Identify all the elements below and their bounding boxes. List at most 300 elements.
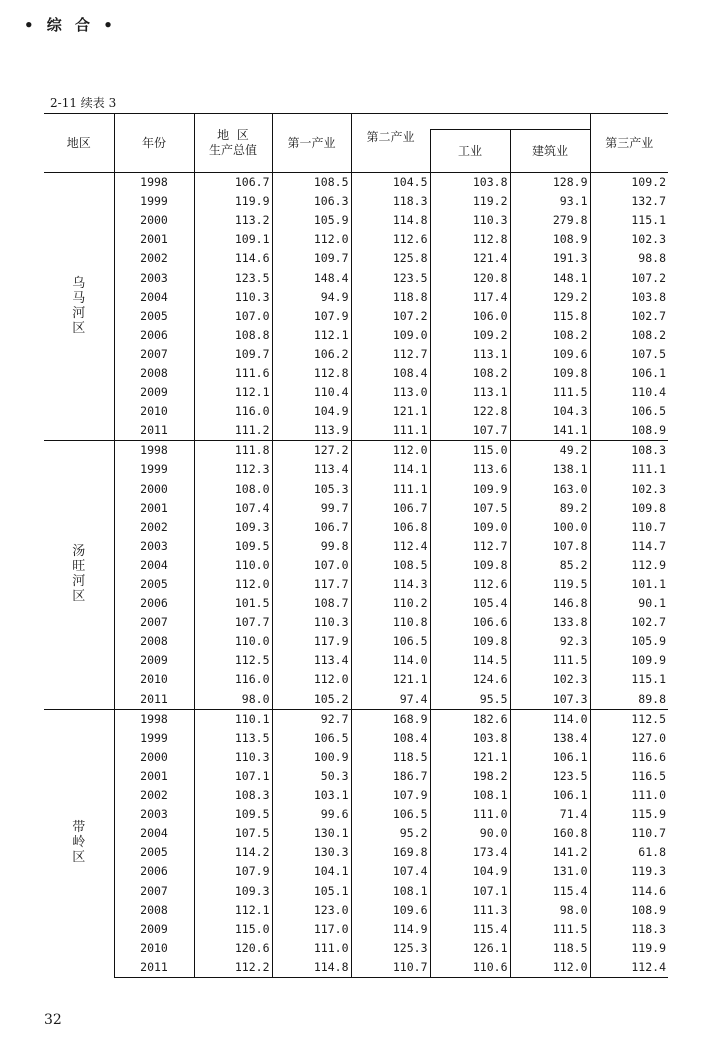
construction-cell: 109.6 (510, 345, 590, 364)
secondary-cell: 106.5 (351, 805, 430, 824)
tertiary-cell: 110.4 (590, 383, 668, 402)
construction-cell: 92.3 (510, 632, 590, 651)
gdp-cell: 107.0 (194, 307, 272, 326)
gdp-cell: 112.3 (194, 460, 272, 479)
year-cell: 2009 (114, 383, 194, 402)
table-row (44, 307, 668, 326)
industry-cell: 121.4 (430, 249, 510, 268)
primary-cell: 106.2 (272, 345, 351, 364)
year-cell: 1999 (114, 460, 194, 479)
gdp-cell: 120.6 (194, 939, 272, 958)
industry-cell: 198.2 (430, 767, 510, 786)
page-number: 32 (44, 1012, 62, 1028)
construction-cell: 123.5 (510, 767, 590, 786)
region-label: 汤旺河区 (72, 543, 86, 604)
construction-cell: 138.4 (510, 729, 590, 748)
secondary-cell: 107.9 (351, 786, 430, 805)
construction-cell: 119.5 (510, 575, 590, 594)
industry-cell: 103.8 (430, 173, 510, 193)
table-row (44, 843, 668, 862)
primary-cell: 105.2 (272, 690, 351, 710)
industry-cell: 105.4 (430, 594, 510, 613)
construction-cell: 115.8 (510, 307, 590, 326)
table-row (44, 901, 668, 920)
tertiary-cell: 108.9 (590, 421, 668, 441)
secondary-cell: 114.1 (351, 460, 430, 479)
table-row (44, 729, 668, 748)
industry-cell: 117.4 (430, 288, 510, 307)
industry-cell: 112.6 (430, 575, 510, 594)
primary-cell: 103.1 (272, 786, 351, 805)
construction-cell: 112.0 (510, 958, 590, 978)
statistics-table (44, 113, 668, 978)
construction-cell: 102.3 (510, 670, 590, 689)
construction-cell: 89.2 (510, 499, 590, 518)
table-row (44, 421, 668, 441)
construction-cell: 138.1 (510, 460, 590, 479)
secondary-cell: 114.9 (351, 920, 430, 939)
construction-cell: 160.8 (510, 824, 590, 843)
table-row (44, 556, 668, 575)
secondary-cell: 108.5 (351, 556, 430, 575)
year-cell: 2009 (114, 920, 194, 939)
secondary-cell: 118.3 (351, 192, 430, 211)
table-row (44, 613, 668, 632)
year-cell: 2001 (114, 499, 194, 518)
gdp-cell: 112.0 (194, 575, 272, 594)
industry-cell: 115.0 (430, 441, 510, 461)
year-cell: 2009 (114, 651, 194, 670)
year-cell: 2006 (114, 862, 194, 881)
year-cell: 2004 (114, 824, 194, 843)
construction-cell: 141.2 (510, 843, 590, 862)
construction-cell: 49.2 (510, 441, 590, 461)
gdp-cell: 116.0 (194, 402, 272, 421)
primary-cell: 130.3 (272, 843, 351, 862)
secondary-cell: 97.4 (351, 690, 430, 710)
secondary-cell: 118.5 (351, 748, 430, 767)
industry-cell: 95.5 (430, 690, 510, 710)
industry-cell: 126.1 (430, 939, 510, 958)
year-cell: 2007 (114, 613, 194, 632)
primary-cell: 130.1 (272, 824, 351, 843)
industry-cell: 120.8 (430, 268, 510, 287)
tertiary-cell: 127.0 (590, 729, 668, 748)
gdp-cell: 106.7 (194, 173, 272, 193)
col-header-tertiary: 第三产业 (590, 114, 668, 173)
secondary-cell: 114.3 (351, 575, 430, 594)
industry-cell: 107.5 (430, 499, 510, 518)
tertiary-cell: 102.7 (590, 307, 668, 326)
industry-cell: 173.4 (430, 843, 510, 862)
tertiary-cell: 115.1 (590, 211, 668, 230)
secondary-cell: 112.4 (351, 537, 430, 556)
tertiary-cell: 98.8 (590, 249, 668, 268)
table-row (44, 383, 668, 402)
table-row (44, 862, 668, 881)
industry-cell: 122.8 (430, 402, 510, 421)
tertiary-cell: 115.9 (590, 805, 668, 824)
tertiary-cell: 114.6 (590, 881, 668, 900)
secondary-cell: 109.6 (351, 901, 430, 920)
col-header-year: 年份 (114, 114, 194, 173)
tertiary-cell: 109.2 (590, 173, 668, 193)
primary-cell: 123.0 (272, 901, 351, 920)
region-label: 乌马河区 (72, 275, 86, 336)
tertiary-cell: 108.2 (590, 326, 668, 345)
secondary-cell: 106.5 (351, 632, 430, 651)
table-row (44, 748, 668, 767)
primary-cell: 104.1 (272, 862, 351, 881)
year-cell: 1999 (114, 729, 194, 748)
primary-cell: 106.3 (272, 192, 351, 211)
tertiary-cell: 106.5 (590, 402, 668, 421)
year-cell: 2006 (114, 326, 194, 345)
table-row (44, 441, 668, 461)
tertiary-cell: 101.1 (590, 575, 668, 594)
table-caption: 2-11 续表 3 (50, 96, 117, 110)
construction-cell: 104.3 (510, 402, 590, 421)
tertiary-cell: 109.8 (590, 499, 668, 518)
construction-cell: 108.9 (510, 230, 590, 249)
gdp-cell: 111.6 (194, 364, 272, 383)
secondary-cell: 113.0 (351, 383, 430, 402)
industry-cell: 111.3 (430, 901, 510, 920)
region-group (44, 709, 668, 977)
table-row (44, 805, 668, 824)
gdp-cell: 110.3 (194, 288, 272, 307)
gdp-cell: 112.2 (194, 958, 272, 978)
secondary-cell: 121.1 (351, 670, 430, 689)
primary-cell: 107.0 (272, 556, 351, 575)
primary-cell: 109.7 (272, 249, 351, 268)
industry-cell: 108.2 (430, 364, 510, 383)
construction-cell: 111.5 (510, 651, 590, 670)
gdp-cell: 113.2 (194, 211, 272, 230)
gdp-cell: 119.9 (194, 192, 272, 211)
construction-cell: 106.1 (510, 748, 590, 767)
table-row (44, 824, 668, 843)
construction-cell: 107.3 (510, 690, 590, 710)
tertiary-cell: 114.7 (590, 537, 668, 556)
year-cell: 2010 (114, 939, 194, 958)
table-row (44, 230, 668, 249)
secondary-cell: 112.7 (351, 345, 430, 364)
col-header-gdp-line1: 地 区 (217, 128, 249, 142)
industry-cell: 112.8 (430, 230, 510, 249)
gdp-cell: 108.8 (194, 326, 272, 345)
secondary-cell: 95.2 (351, 824, 430, 843)
year-cell: 2002 (114, 249, 194, 268)
secondary-cell: 110.8 (351, 613, 430, 632)
primary-cell: 94.9 (272, 288, 351, 307)
tertiary-cell: 103.8 (590, 288, 668, 307)
secondary-cell: 112.6 (351, 230, 430, 249)
primary-cell: 117.7 (272, 575, 351, 594)
industry-cell: 104.9 (430, 862, 510, 881)
industry-cell: 110.3 (430, 211, 510, 230)
year-cell: 2001 (114, 230, 194, 249)
gdp-cell: 109.3 (194, 518, 272, 537)
primary-cell: 105.3 (272, 480, 351, 499)
year-cell: 2011 (114, 958, 194, 978)
industry-cell: 182.6 (430, 709, 510, 729)
running-header: • 综 合 • (24, 16, 117, 34)
region-label: 带岭区 (72, 820, 86, 866)
tertiary-cell: 112.9 (590, 556, 668, 575)
year-cell: 2005 (114, 843, 194, 862)
construction-cell: 141.1 (510, 421, 590, 441)
primary-cell: 100.9 (272, 748, 351, 767)
tertiary-cell: 111.1 (590, 460, 668, 479)
secondary-cell: 118.8 (351, 288, 430, 307)
tertiary-cell: 116.5 (590, 767, 668, 786)
secondary-cell: 114.8 (351, 211, 430, 230)
table-row (44, 518, 668, 537)
industry-cell: 113.1 (430, 345, 510, 364)
secondary-cell: 109.0 (351, 326, 430, 345)
primary-cell: 104.9 (272, 402, 351, 421)
industry-cell: 111.0 (430, 805, 510, 824)
construction-cell: 109.8 (510, 364, 590, 383)
primary-cell: 117.0 (272, 920, 351, 939)
primary-cell: 112.8 (272, 364, 351, 383)
tertiary-cell: 119.9 (590, 939, 668, 958)
gdp-cell: 108.3 (194, 786, 272, 805)
gdp-cell: 107.7 (194, 613, 272, 632)
primary-cell: 127.2 (272, 441, 351, 461)
tertiary-cell: 90.1 (590, 594, 668, 613)
gdp-cell: 101.5 (194, 594, 272, 613)
year-cell: 2011 (114, 421, 194, 441)
secondary-cell: 106.7 (351, 499, 430, 518)
table-row (44, 670, 668, 689)
gdp-cell: 98.0 (194, 690, 272, 710)
region-name (44, 173, 114, 441)
gdp-cell: 113.5 (194, 729, 272, 748)
construction-cell: 279.8 (510, 211, 590, 230)
secondary-cell: 107.4 (351, 862, 430, 881)
construction-cell: 128.9 (510, 173, 590, 193)
construction-cell: 118.5 (510, 939, 590, 958)
secondary-cell: 125.8 (351, 249, 430, 268)
construction-cell: 133.8 (510, 613, 590, 632)
gdp-cell: 110.0 (194, 632, 272, 651)
table-row (44, 632, 668, 651)
gdp-cell: 109.3 (194, 881, 272, 900)
primary-cell: 105.9 (272, 211, 351, 230)
secondary-cell: 121.1 (351, 402, 430, 421)
tertiary-cell: 112.4 (590, 958, 668, 978)
primary-cell: 112.0 (272, 670, 351, 689)
table-row (44, 402, 668, 421)
tertiary-cell: 112.5 (590, 709, 668, 729)
col-header-primary: 第一产业 (272, 114, 351, 173)
tertiary-cell: 132.7 (590, 192, 668, 211)
tertiary-cell: 107.2 (590, 268, 668, 287)
industry-cell: 109.8 (430, 556, 510, 575)
secondary-cell: 108.4 (351, 364, 430, 383)
construction-cell: 163.0 (510, 480, 590, 499)
tertiary-cell: 111.0 (590, 786, 668, 805)
secondary-cell: 112.0 (351, 441, 430, 461)
tertiary-cell: 110.7 (590, 518, 668, 537)
table-row (44, 499, 668, 518)
table-row (44, 460, 668, 479)
primary-cell: 113.9 (272, 421, 351, 441)
construction-cell: 98.0 (510, 901, 590, 920)
tertiary-cell: 89.8 (590, 690, 668, 710)
year-cell: 2005 (114, 307, 194, 326)
secondary-cell: 125.3 (351, 939, 430, 958)
year-cell: 2011 (114, 690, 194, 710)
construction-cell: 93.1 (510, 192, 590, 211)
construction-cell: 106.1 (510, 786, 590, 805)
year-cell: 2005 (114, 575, 194, 594)
gdp-cell: 107.9 (194, 862, 272, 881)
year-cell: 2004 (114, 288, 194, 307)
secondary-cell: 104.5 (351, 173, 430, 193)
tertiary-cell: 119.3 (590, 862, 668, 881)
year-cell: 2007 (114, 881, 194, 900)
tertiary-cell: 106.1 (590, 364, 668, 383)
construction-cell: 111.5 (510, 383, 590, 402)
year-cell: 2003 (114, 805, 194, 824)
industry-cell: 106.0 (430, 307, 510, 326)
industry-cell: 115.4 (430, 920, 510, 939)
table-row (44, 575, 668, 594)
tertiary-cell: 108.3 (590, 441, 668, 461)
tertiary-cell: 102.3 (590, 230, 668, 249)
col-header-gdp (194, 114, 272, 173)
year-cell: 2008 (114, 632, 194, 651)
construction-cell: 100.0 (510, 518, 590, 537)
secondary-cell: 111.1 (351, 421, 430, 441)
secondary-cell: 123.5 (351, 268, 430, 287)
gdp-cell: 108.0 (194, 480, 272, 499)
primary-cell: 99.7 (272, 499, 351, 518)
industry-cell: 103.8 (430, 729, 510, 748)
gdp-cell: 112.1 (194, 383, 272, 402)
primary-cell: 110.3 (272, 613, 351, 632)
year-cell: 2000 (114, 480, 194, 499)
year-cell: 2010 (114, 670, 194, 689)
table-row (44, 786, 668, 805)
industry-cell: 109.9 (430, 480, 510, 499)
industry-cell: 106.6 (430, 613, 510, 632)
primary-cell: 106.5 (272, 729, 351, 748)
primary-cell: 113.4 (272, 651, 351, 670)
primary-cell: 112.0 (272, 230, 351, 249)
region-group (44, 441, 668, 709)
industry-cell: 109.2 (430, 326, 510, 345)
year-cell: 2001 (114, 767, 194, 786)
industry-cell: 90.0 (430, 824, 510, 843)
construction-cell: 148.1 (510, 268, 590, 287)
year-cell: 2002 (114, 518, 194, 537)
year-cell: 2003 (114, 268, 194, 287)
year-cell: 1998 (114, 441, 194, 461)
primary-cell: 112.1 (272, 326, 351, 345)
tertiary-cell: 110.7 (590, 824, 668, 843)
industry-cell: 113.1 (430, 383, 510, 402)
tertiary-cell: 108.9 (590, 901, 668, 920)
gdp-cell: 110.3 (194, 748, 272, 767)
col-header-gdp-line2: 生产总值 (208, 143, 257, 157)
gdp-cell: 107.1 (194, 767, 272, 786)
gdp-cell: 116.0 (194, 670, 272, 689)
secondary-cell: 168.9 (351, 709, 430, 729)
industry-cell: 110.6 (430, 958, 510, 978)
table-row (44, 345, 668, 364)
year-cell: 2002 (114, 786, 194, 805)
gdp-cell: 123.5 (194, 268, 272, 287)
table-row (44, 364, 668, 383)
primary-cell: 148.4 (272, 268, 351, 287)
col-header-industry: 工业 (430, 130, 510, 173)
primary-cell: 111.0 (272, 939, 351, 958)
construction-cell: 111.5 (510, 920, 590, 939)
gdp-cell: 111.2 (194, 421, 272, 441)
secondary-cell: 108.4 (351, 729, 430, 748)
year-cell: 2003 (114, 537, 194, 556)
year-cell: 2006 (114, 594, 194, 613)
industry-cell: 124.6 (430, 670, 510, 689)
construction-cell: 107.8 (510, 537, 590, 556)
gdp-cell: 110.1 (194, 709, 272, 729)
gdp-cell: 114.2 (194, 843, 272, 862)
secondary-cell: 111.1 (351, 480, 430, 499)
construction-cell: 191.3 (510, 249, 590, 268)
table-row (44, 594, 668, 613)
primary-cell: 106.7 (272, 518, 351, 537)
gdp-cell: 112.1 (194, 901, 272, 920)
region-name (44, 441, 114, 709)
tertiary-cell: 105.9 (590, 632, 668, 651)
table-row (44, 480, 668, 499)
primary-cell: 108.7 (272, 594, 351, 613)
tertiary-cell: 107.5 (590, 345, 668, 364)
table-header (44, 114, 668, 173)
table-row (44, 958, 668, 978)
table-row (44, 211, 668, 230)
year-cell: 2000 (114, 211, 194, 230)
col-header-secondary: 第二产业 (351, 130, 430, 173)
primary-cell: 114.8 (272, 958, 351, 978)
construction-cell: 131.0 (510, 862, 590, 881)
table-row (44, 326, 668, 345)
primary-cell: 99.8 (272, 537, 351, 556)
tertiary-cell: 102.7 (590, 613, 668, 632)
construction-cell: 108.2 (510, 326, 590, 345)
gdp-cell: 111.8 (194, 441, 272, 461)
industry-cell: 121.1 (430, 748, 510, 767)
secondary-cell: 186.7 (351, 767, 430, 786)
gdp-cell: 114.6 (194, 249, 272, 268)
gdp-cell: 109.5 (194, 805, 272, 824)
industry-cell: 107.1 (430, 881, 510, 900)
primary-cell: 117.9 (272, 632, 351, 651)
gdp-cell: 109.1 (194, 230, 272, 249)
tertiary-cell: 115.1 (590, 670, 668, 689)
industry-cell: 107.7 (430, 421, 510, 441)
table-row (44, 709, 668, 729)
year-cell: 1999 (114, 192, 194, 211)
industry-cell: 114.5 (430, 651, 510, 670)
gdp-cell: 115.0 (194, 920, 272, 939)
table-row (44, 939, 668, 958)
col-header-construction: 建筑业 (510, 130, 590, 173)
